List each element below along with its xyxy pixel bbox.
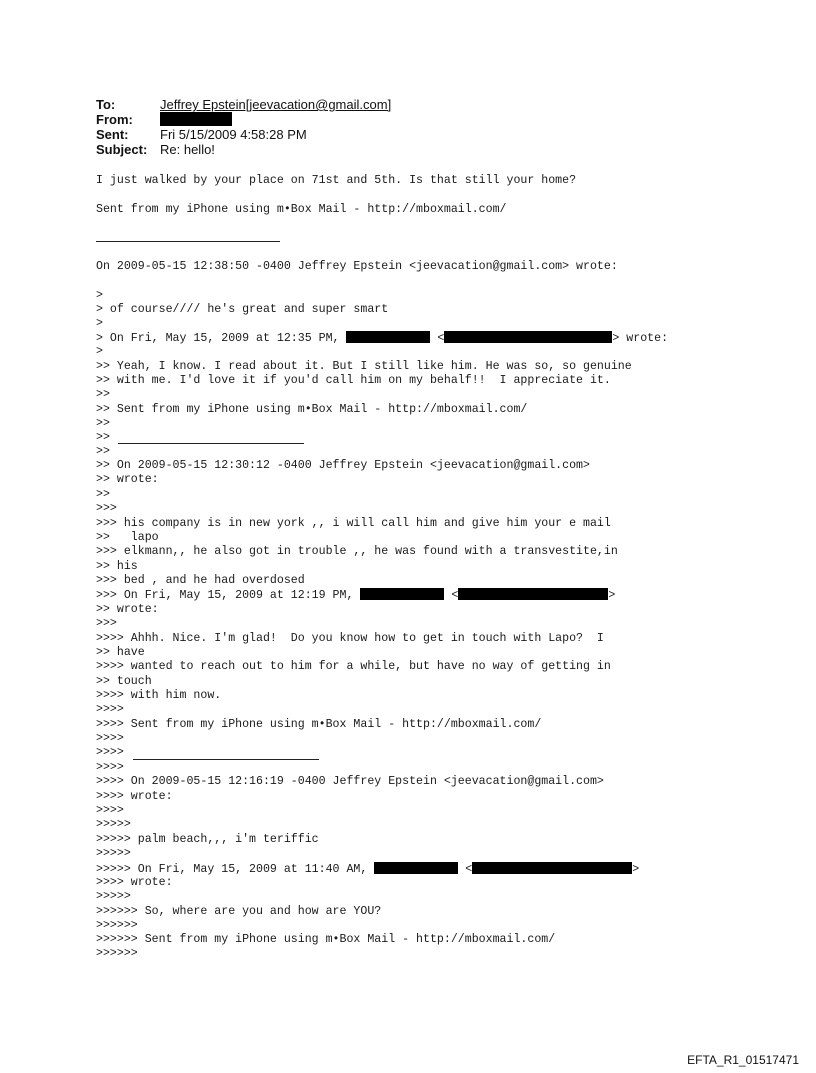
body-line: >> his xyxy=(96,560,138,573)
body-line: > xyxy=(96,317,103,330)
body-line: >> touch xyxy=(96,675,152,688)
body-line: >>>> xyxy=(96,804,124,817)
body-line: >> xyxy=(96,388,110,401)
subject-label: Subject: xyxy=(96,142,148,157)
body-line: Sent from my iPhone using m•Box Mail - http://mboxmail.com/ xyxy=(96,203,507,216)
separator-rule xyxy=(118,443,304,444)
body-line: > On Fri, May 15, 2009 at 12:35 PM, < > wrote: xyxy=(96,332,669,345)
body-line: >> Sent from my iPhone using m•Box Mail - http://mboxmail.com/ xyxy=(96,403,528,416)
body-line: >>>> Ahhh. Nice. I'm glad! Do you know how to get in touch with Lapo? I xyxy=(96,632,604,645)
redaction xyxy=(374,862,458,874)
body-line: >>> On Fri, May 15, 2009 at 12:19 PM, < > xyxy=(96,589,616,602)
body-line: >>> xyxy=(96,502,117,515)
from-label: From: xyxy=(96,112,133,127)
to-label: To: xyxy=(96,97,116,112)
body-line: >>>>>> xyxy=(96,919,138,932)
body-line: > of course//// he's great and super smart xyxy=(96,303,389,316)
body-line: >>>>>> So, where are you and how are YOU? xyxy=(96,905,382,918)
body-line: >>>>> palm beach,,, i'm teriffic xyxy=(96,833,319,846)
document-id: EFTA_R1_01517471 xyxy=(687,1053,799,1067)
subject-row xyxy=(96,142,215,157)
body-line: > xyxy=(96,289,103,302)
body-line: >> lapo xyxy=(96,531,159,544)
body-line: >>>>> xyxy=(96,818,131,831)
body-line: >> Yeah, I know. I read about it. But I still like him. He was so, so genuine xyxy=(96,360,632,373)
sent-value: Fri 5/15/2009 4:58:28 PM xyxy=(160,127,307,142)
to-row xyxy=(96,97,391,112)
body-line: On 2009-05-15 12:38:50 -0400 Jeffrey Epstein <jeevacation@gmail.com> wrote: xyxy=(96,260,618,273)
body-line: >> xyxy=(96,431,117,444)
redaction xyxy=(444,331,612,343)
body-line: >> wrote: xyxy=(96,603,159,616)
body-line: >>>>> On Fri, May 15, 2009 at 11:40 AM, < > xyxy=(96,863,640,876)
body-line: >>> bed , and he had overdosed xyxy=(96,574,305,587)
from-row xyxy=(96,112,232,127)
body-line: >>>> On 2009-05-15 12:16:19 -0400 Jeffrey Epstein <jeevacation@gmail.com> xyxy=(96,775,604,788)
body-line: >>> his company is in new york ,, i will call him and give him your e mail xyxy=(96,517,611,530)
body-line: >>>> Sent from my iPhone using m•Box Mail - http://mboxmail.com/ xyxy=(96,718,542,731)
body-line: >>>> wrote: xyxy=(96,876,173,889)
body-line: >> xyxy=(96,417,110,430)
body-line: >>>> with him now. xyxy=(96,689,222,702)
redaction xyxy=(458,588,608,600)
body-line: >>>> xyxy=(96,732,124,745)
body-line: >> xyxy=(96,488,110,501)
body-line: >>>> xyxy=(96,746,131,759)
body-line: >>>>> xyxy=(96,847,131,860)
sent-label: Sent: xyxy=(96,127,129,142)
body-line: >>> xyxy=(96,617,117,630)
body-line: >> with me. I'd love it if you'd call him on my behalf!! I appreciate it. xyxy=(96,374,611,387)
body-line: >> xyxy=(96,445,110,458)
body-line: > xyxy=(96,345,103,358)
body-line: >>>> xyxy=(96,761,124,774)
body-line: >>>>>> xyxy=(96,947,138,960)
body-line: >>>>> xyxy=(96,890,131,903)
from-redaction xyxy=(160,112,232,126)
body-line: >>>> wanted to reach out to him for a while, but have no way of getting in xyxy=(96,660,611,673)
body-line: >>> elkmann,, he also got in trouble ,, he was found with a transvestite,in xyxy=(96,545,618,558)
body-line: >>>> wrote: xyxy=(96,790,173,803)
body-line: >>>> xyxy=(96,703,124,716)
redaction xyxy=(346,331,430,343)
to-value: Jeffrey Epstein[jeevacation@gmail.com] xyxy=(160,97,392,112)
redaction xyxy=(360,588,444,600)
sent-row xyxy=(96,127,307,142)
redaction xyxy=(472,862,632,874)
separator-rule xyxy=(133,759,319,760)
separator-rule xyxy=(96,241,280,242)
body-line: I just walked by your place on 71st and 5th. Is that still your home? xyxy=(96,174,577,187)
body-line: >> On 2009-05-15 12:30:12 -0400 Jeffrey Epstein <jeevacation@gmail.com> xyxy=(96,459,590,472)
body-line: >> have xyxy=(96,646,145,659)
body-line: >>>>>> Sent from my iPhone using m•Box Mail - http://mboxmail.com/ xyxy=(96,933,556,946)
subject-value: Re: hello! xyxy=(160,142,215,157)
body-line: >> wrote: xyxy=(96,473,159,486)
